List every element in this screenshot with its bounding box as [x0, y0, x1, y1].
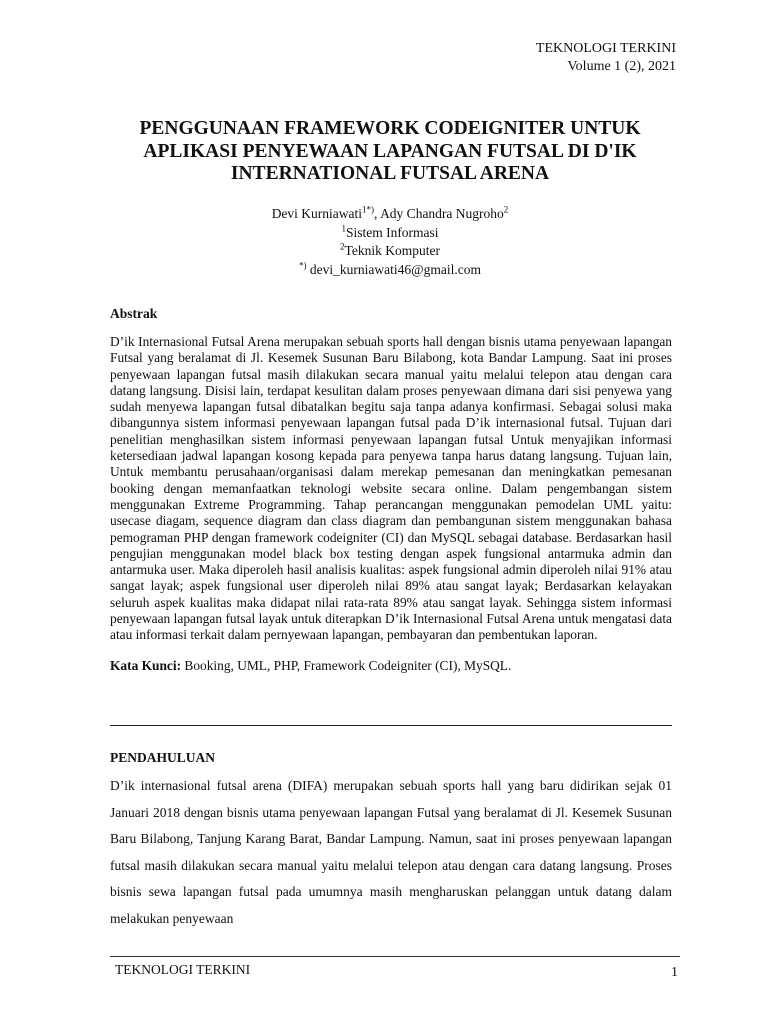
section-divider — [110, 725, 672, 726]
keywords-list: Booking, UML, PHP, Framework Codeigniter (CI), MySQL. — [181, 658, 512, 673]
section-heading-introduction: PENDAHULUAN — [110, 750, 216, 765]
author-block — [110, 205, 670, 279]
author-separator: , — [374, 206, 381, 221]
email-marker: *) — [299, 260, 307, 270]
journal-name: TEKNOLOGI TERKINI — [535, 41, 676, 56]
running-header — [536, 40, 676, 76]
author-2-marker: 2 — [503, 204, 509, 215]
keywords — [110, 657, 672, 674]
affiliation-2-marker: 2 — [340, 241, 345, 252]
volume-info: Volume 1 (2), 2021 — [567, 59, 676, 74]
paper-title: PENGGUNAAN FRAMEWORK CODEIGNITER UNTUK APLIKASI PENYEWAAN LAPANGAN FUTSAL DI D'IK INTERNATIONAL FUTSAL ARENA — [139, 118, 641, 184]
affiliation-1-text: Sistem Informasi — [345, 224, 439, 240]
abstract-body: D’ik Internasional Futsal Arena merupakan sebuah sports hall dengan bisnis utama penyewaan lapangan Futsal yang beralamat di Jl. Kesemek Susunan Baru Bilabong, kota Bandar Lampung. Saat ini proses penyewaan lapangan futsal masih dilakukan secara manual yaitu melalui telepon atau dengan cara datang langsung. Disisi lain, terdapat kesulitan dalam proses penyewaan dimana dari sisi penyewa yang sudah menyewa lapangan futsal dibatalkan begitu saja tanpa adanya konfirmasi. Sebagai solusi maka dibangunnya sistem informasi penyewaan lapangan futsal pada D’ik internasional futsal. Tujuan dari penelitian menghasilkan sistem informasi penyewaan lapangan futsal Untuk menyajikan informasi ketersediaan jadwal lapangan kosong kepada para penyewa tanpa harus datang langsung. Tujuan lain, Untuk membantu perusahaan/organisasi dalam merekap pemesanan dan meningkatkan pemesanan booking dengan memanfaatkan teknologi website secara online. Dalam pengembangan sistem menggunakan Extreme Programming. Tahap perancangan menggunakan pemodelan UML yaitu: usecase diagam, sequence diagram dan class diagram dan pembangunan sistem menggunakan bahasa pemograman PHP dengan framework codeigniter (CI) dan MySQL sebagai database. Berdasarkan hasil pengujian menggunakan model black box testing dengan aspek fungsional antarmuka admin dan antarmuka user. Maka diperoleh hasil analisis kualitas: aspek fungsional admin diperoleh nilai 91% atau sangat layak; aspek fungsional user diperoleh nilai 89% atau sangat layak; Berdasarkan kelayakan seluruh aspek kualitas maka didapat nilai rata-rata 89% atau sangat layak. Sehingga sistem informasi penyewaan lapangan futsal layak untuk diterapkan D’ik Internasional Futsal Arena untuk mengatasi data atau informasi terkait dalam pernyewaan lapangan, pembayaran dan pembentukan laporan. — [110, 334, 672, 643]
corresponding-email — [110, 261, 670, 280]
affiliation-2 — [110, 242, 670, 261]
affiliation-1 — [110, 224, 670, 243]
author-2: Ady Chandra Nugroho — [380, 206, 504, 221]
email-text: devi_kurniawati46@gmail.com — [306, 261, 481, 277]
author-1-marker: 1*) — [362, 204, 375, 215]
author-1: Devi Kurniawati — [271, 206, 363, 221]
affiliation-2-text: Teknik Komputer — [344, 243, 440, 258]
introduction-body: D’ik internasional futsal arena (DIFA) merupakan sebuah sports hall yang baru didirikan sejak 01 Januari 2018 dengan bisnis utama penyewaan lapangan Futsal yang beralamat di Jl. Kesemek Susunan Baru Bilabong, Tanjung Karang Barat, Bandar Lampung. Namun, saat ini proses penyewaan lapangan futsal masih dilakukan secara manual yaitu melalui telepon atau dengan cara datang langsung. Proses bisnis sewa lapangan futsal pada umumnya masih mengharuskan pelanggan untuk datang dalam melakukan penyewaan — [110, 778, 672, 926]
affiliation-1-marker: 1 — [341, 223, 346, 233]
abstract-heading: Abstrak — [110, 306, 158, 321]
page-number: 1 — [671, 965, 678, 980]
author-line — [110, 205, 670, 224]
footer-journal: TEKNOLOGI TERKINI — [115, 962, 251, 977]
footer-divider — [110, 956, 680, 957]
keywords-label: Kata Kunci: — [110, 658, 182, 673]
